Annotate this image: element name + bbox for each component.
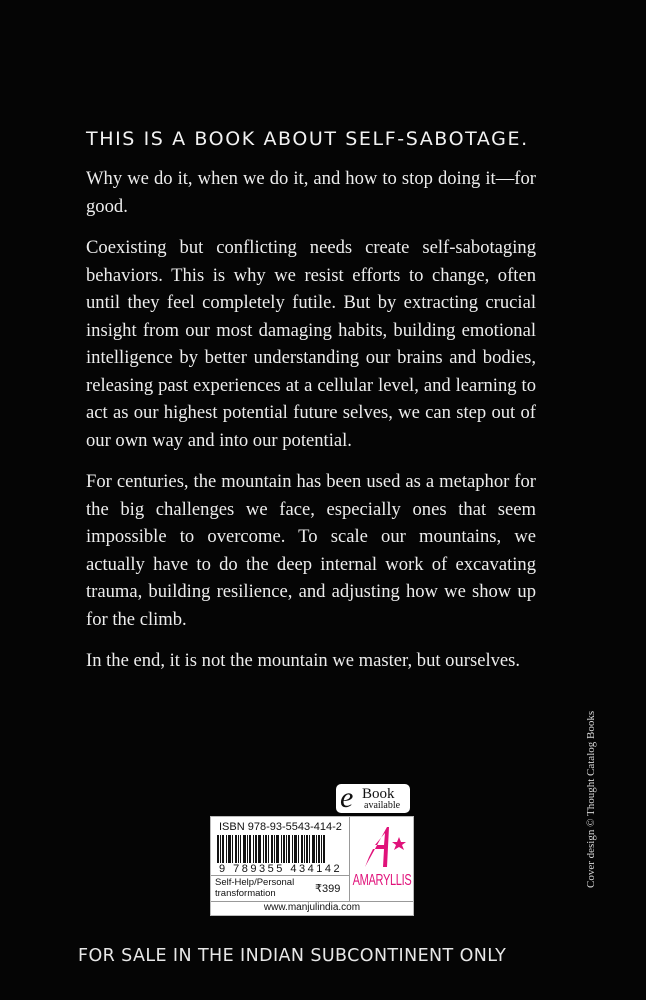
publisher-name: AMARYLLIS xyxy=(352,872,412,890)
ebook-available-label: available xyxy=(364,800,401,811)
cover-credit: Cover design © Thought Catalog Books xyxy=(585,710,597,888)
publisher-url: www.manjulindia.com xyxy=(263,902,361,913)
back-cover-heading: THIS IS A BOOK ABOUT SELF-SABOTAGE. xyxy=(86,128,529,150)
blurb-paragraph-2: Coexisting but conflicting needs create self-sabotaging behaviors. This is why we resist efforts to change, often until they feel completely futile. But by extracting crucial insight from our most damaging habits, building emotional intelligence by better understanding our brains and bodies, releasing past experiences at a cellular level, and learning to act as our highest potential future selves, we can step out of our own way and into our potential. xyxy=(86,237,536,451)
blurb-paragraph-4: In the end, it is not the mountain we master, but ourselves. xyxy=(86,650,521,671)
blurb xyxy=(86,165,536,689)
barcode-digits: 9 789355 434142 xyxy=(219,863,343,875)
isbn-text: ISBN 978-93-5543-414-2 xyxy=(219,821,342,833)
ebook-e-icon: e xyxy=(340,781,354,814)
barcode-panel xyxy=(210,816,414,916)
blurb-paragraph-3: For centuries, the mountain has been used as a metaphor for the big challenges we face, especially ones that seem impossible to overcome. To scale our mountains, we actually have to do the deep internal work of excavating trauma, building resilience, and adjusting how we show up for the climb. xyxy=(86,471,536,630)
barcode-icon xyxy=(217,835,341,863)
ebook-label: Book xyxy=(362,786,395,802)
price: ₹399 xyxy=(315,883,341,895)
ebook-available-badge xyxy=(336,781,410,814)
amaryllis-logo-icon xyxy=(357,823,409,871)
book-category: Self-Help/Personal transformation xyxy=(215,877,295,899)
blurb-paragraph-1: Why we do it, when we do it, and how to stop doing it—for good. xyxy=(86,168,536,217)
sale-territory-notice: FOR SALE IN THE INDIAN SUBCONTINENT ONLY xyxy=(78,946,507,966)
